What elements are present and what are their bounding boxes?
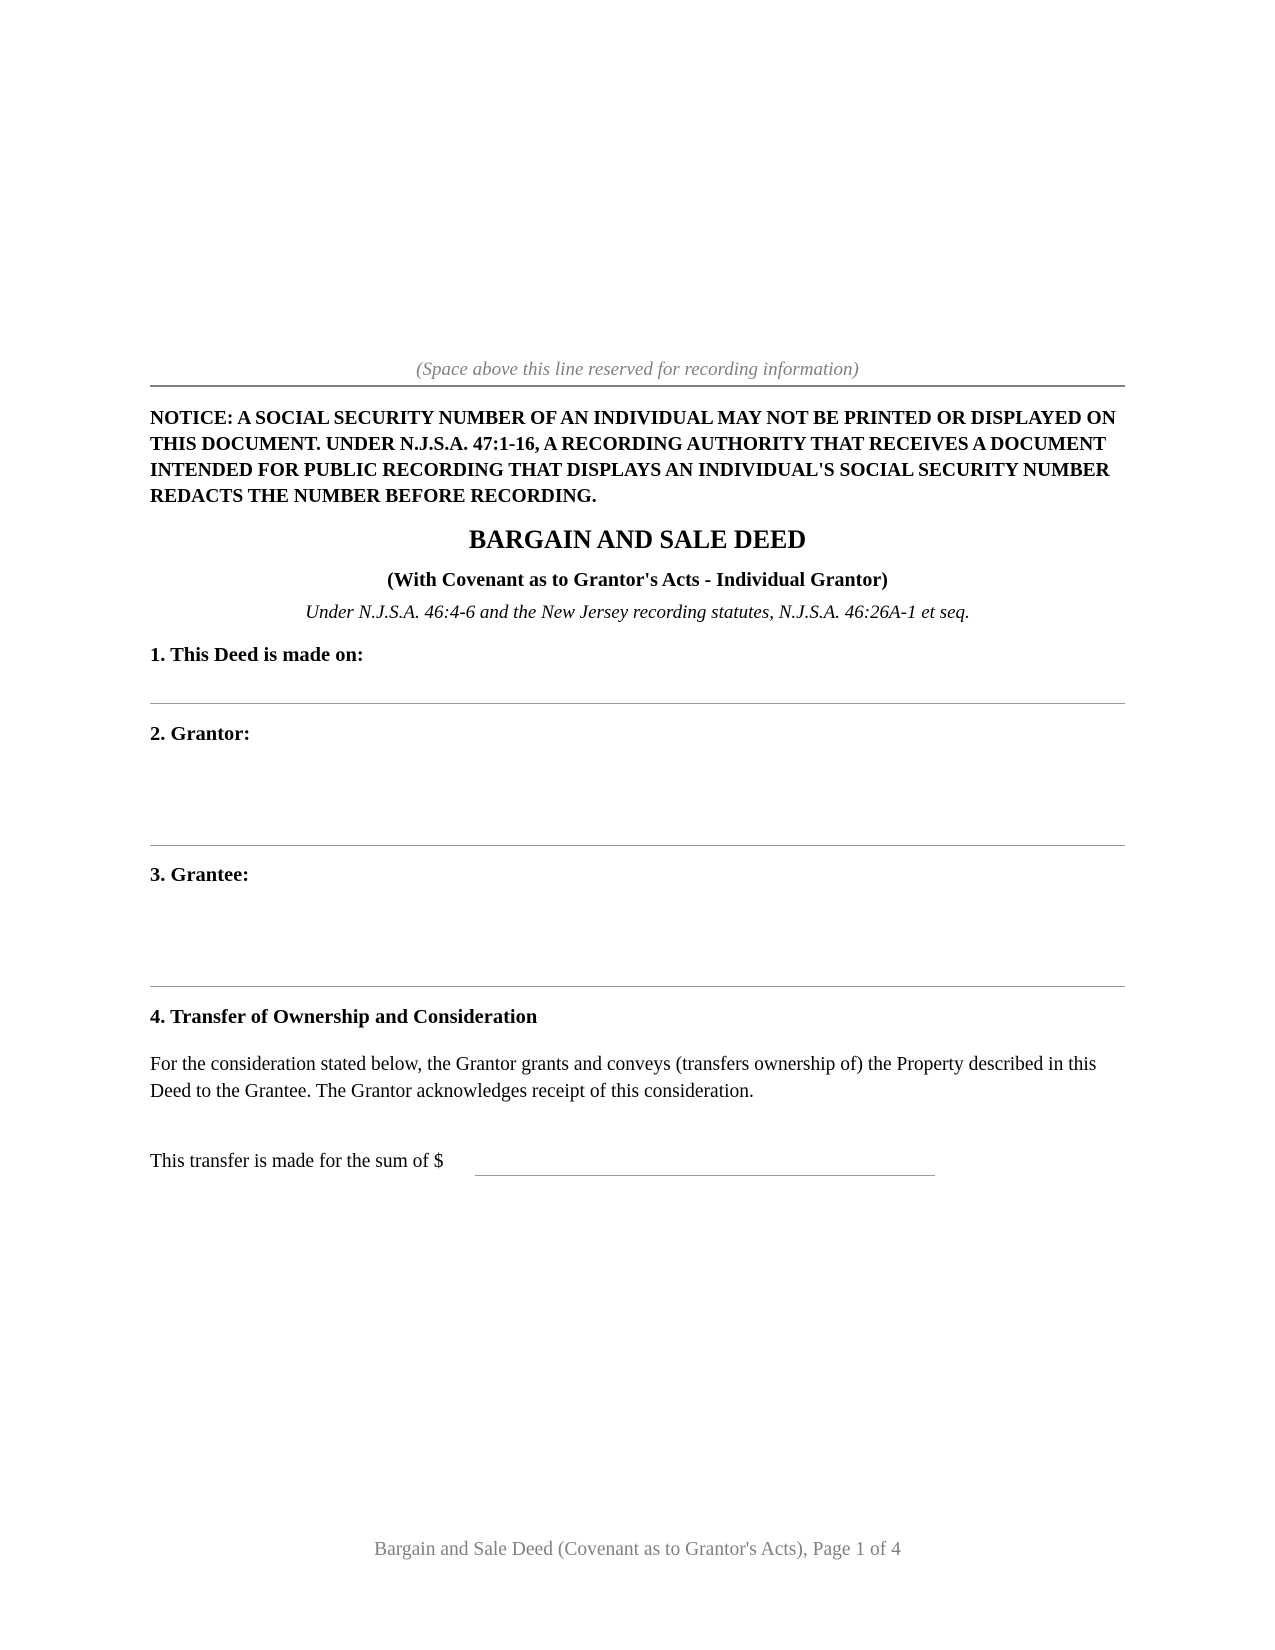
consideration-sum-field[interactable] bbox=[475, 1175, 935, 1176]
consideration-paragraph: For the consideration stated below, the Grantor grants and conveys (transfers ownership of) the Property described in this Deed to the Grantee. The Grantor acknowledges receipt of this consideration. bbox=[150, 1054, 1097, 1102]
page-footer: Bargain and Sale Deed (Covenant as to Grantor's Acts), Page 1 of 4 bbox=[374, 1539, 901, 1560]
consideration-sum-row bbox=[150, 1149, 1125, 1177]
document-title: BARGAIN AND SALE DEED bbox=[468, 525, 807, 554]
document-subtitle: (With Covenant as to Grantor's Acts - Individual Grantor) bbox=[387, 569, 888, 591]
recording-space-note: (Space above this line reserved for recording information) bbox=[416, 359, 859, 380]
grantor-field[interactable] bbox=[150, 845, 1125, 846]
recording-space-divider bbox=[150, 385, 1125, 387]
consideration-sum-label: This transfer is made for the sum of $ bbox=[150, 1151, 444, 1172]
section-heading-grantee: 3. Grantee: bbox=[150, 864, 250, 886]
section-heading-deed-date: 1. This Deed is made on: bbox=[150, 644, 364, 666]
section-heading-transfer: 4. Transfer of Ownership and Consideration bbox=[150, 1006, 538, 1028]
statute-reference: Under N.J.S.A. 46:4-6 and the New Jersey recording statutes, N.J.S.A. 46:26A-1 et seq. bbox=[305, 602, 970, 623]
deed-date-field[interactable] bbox=[150, 703, 1125, 704]
section-heading-grantor: 2. Grantor: bbox=[150, 723, 251, 745]
grantee-field[interactable] bbox=[150, 986, 1125, 987]
ssn-notice: NOTICE: A SOCIAL SECURITY NUMBER OF AN INDIVIDUAL MAY NOT BE PRINTED OR DISPLAYED ON THIS DOCUMENT. UNDER N.J.S.A. 47:1-16, A RECORDING AUTHORITY THAT RECEIVES A DOCUMENT INTENDED FOR PUBLIC RECORDING THAT DISPLAYS AN INDIVIDUAL'S SOCIAL SECURITY NUMBER REDACTS THE NUMBER BEFORE RECORDING. bbox=[150, 408, 1116, 507]
